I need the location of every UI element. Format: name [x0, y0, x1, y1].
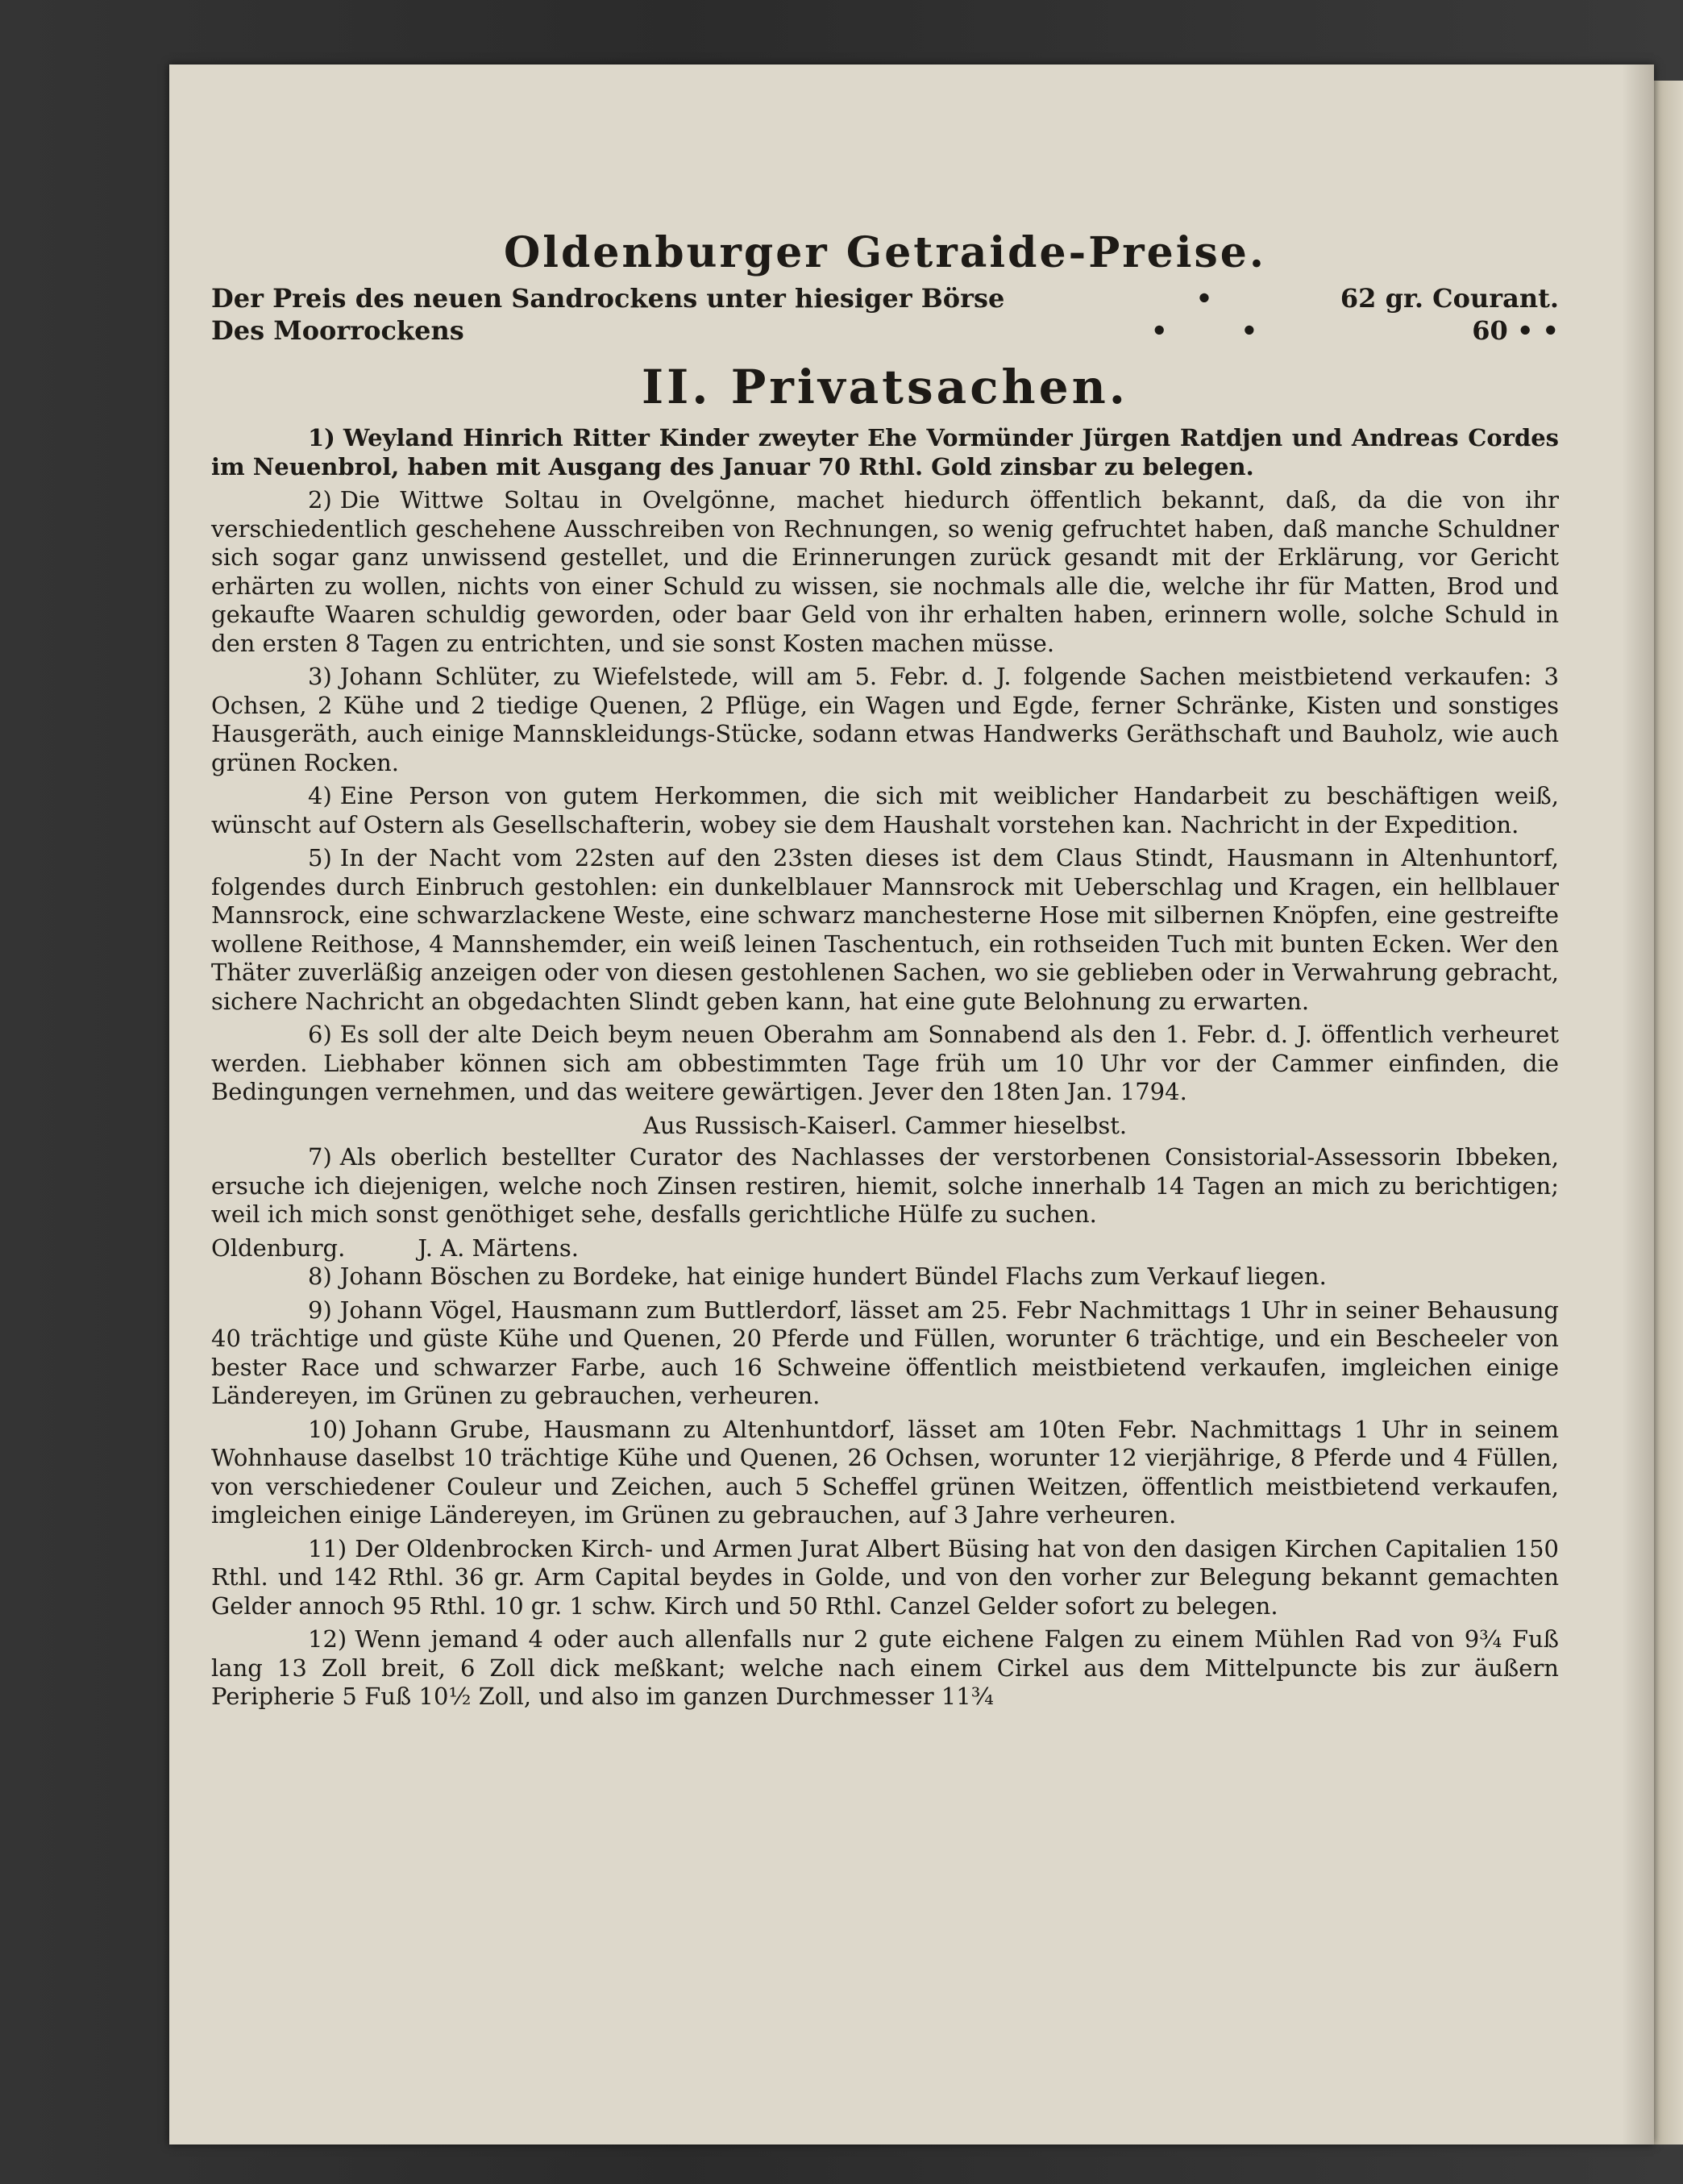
- notice-paragraph: [211, 1263, 1559, 1292]
- notice-paragraph: [211, 1296, 1559, 1411]
- notice-paragraph: [211, 844, 1559, 1016]
- price-dots: • •: [1150, 315, 1290, 346]
- notice-paragraph: [211, 1021, 1559, 1107]
- page-content: [211, 227, 1559, 1716]
- notice-number: 10): [308, 1415, 347, 1443]
- notice-paragraph: [211, 1416, 1559, 1530]
- notice-text: Die Wittwe Soltau in Ovelgönne, machet hiedurch öffentlich bekannt, daß, da die von ihr verschiedentlich geschehene Ausschreiben von Rechnungen, so wenig gefruchtet haben, daß manche Schuldner sich sogar ganz unwissend gestellet, und die Erinnerungen zurück gesandt mit der Erklärung, vor Gericht erhärten zu wollen, nichts von einer Schuld zu wissen, sie nochmals alle die, welche ihr für Matten, Brod und gekaufte Waaren schuldig geworden, oder baar Geld von ihr erhalten haben, erinnern wolle, solche Schuld in den ersten 8 Tagen zu entrichten, und sie sonst Kosten machen müsse.: [211, 486, 1559, 657]
- notice-paragraph: [211, 1535, 1559, 1621]
- notice-text: Es soll der alte Deich beym neuen Oberahm am Sonnabend als den 1. Febr. d. J. öffentlich verheuret werden. Liebhaber können sich am obbestimmten Tage früh um 10 Uhr vor der Cammer einfinden, die Bedingungen vernehmen, und das weitere gewärtigen. Jever den 18ten Jan. 1794.: [211, 1021, 1559, 1105]
- price-label: Des Moorrockens: [211, 315, 464, 346]
- price-row: [211, 282, 1559, 314]
- authority-line: Aus Russisch-Kaiserl. Cammer hieselbst.: [642, 1111, 1128, 1139]
- notice-paragraph: [211, 424, 1559, 481]
- notice-number: 6): [308, 1021, 332, 1048]
- notice-number: 4): [308, 782, 332, 809]
- next-page-edge: [1652, 81, 1683, 2144]
- signature-place: Oldenburg.: [211, 1233, 346, 1262]
- notice-text: In der Nacht vom 22sten auf den 23sten dieses ist dem Claus Stindt, Hausmann in Altenhuntorf, folgendes durch Einbruch gestohlen: ein dunkelblauer Mannsrock mit Ueberschlag und Kragen, ein hellblauer Mannsrock, eine schwarzlackene Weste, eine schwarz manchesterne Hose mit silbernen Knöpfen, eine gestreifte wollene Reithose, 4 Mannshemder, ein weiß leinen Taschentuch, ein rothseiden Tuch mit bunten Ecken. Wer den Thäter zuverläßig anzeigen oder von diesen gestohlenen Sachen, wo sie geblieben oder in Verwahrung gebracht, sichere Nachricht an obgedachten Slindt geben kann, hat eine gute Belohnung zu erwarten.: [211, 844, 1559, 1015]
- price-value: 62 gr. Courant.: [1340, 283, 1559, 314]
- notice-paragraph: [211, 1625, 1559, 1712]
- notice-number: 5): [308, 844, 332, 872]
- notice-number: 11): [308, 1534, 347, 1562]
- notice-number: 7): [308, 1143, 332, 1171]
- notice-number: 9): [308, 1296, 332, 1324]
- signature-line: [211, 1234, 1559, 1263]
- notice-paragraph: [211, 1143, 1559, 1229]
- notice-text: Wenn jemand 4 oder auch allenfalls nur 2 gute eichene Falgen zu einem Mühlen Rad von 9¾ Fuß lang 13 Zoll breit, 6 Zoll dick meßkant; welche nach einem Cirkel aus dem Mittelpuncte bis zur äußern Peripherie 5 Fuß 10½ Zoll, und also im ganzen Durchmesser 11¾: [211, 1625, 1559, 1710]
- section-title: II. Privatsachen.: [642, 360, 1128, 414]
- notice-text: Eine Person von gutem Herkommen, die sich mit weiblicher Handarbeit zu beschäftigen weiß, wünscht auf Ostern als Gesellschafterin, wobey sie dem Haushalt vorstehen kan. Nachricht in der Expedition.: [211, 782, 1559, 838]
- notice-number: 3): [308, 663, 332, 690]
- signature-name: J. A. Märtens.: [418, 1233, 579, 1262]
- notice-number: 2): [308, 486, 332, 514]
- notice-number: 8): [308, 1263, 332, 1290]
- notice-text: Johann Grube, Hausmann zu Altenhuntdorf, lässet am 10ten Febr. Nachmittags 1 Uhr in seinem Wohnhause daselbst 10 trächtige Kühe und Quenen, 26 Ochsen, worunter 12 vierjährige, 8 Pferde und 4 Füllen, von verschiedener Couleur und Zeichen, auch 5 Scheffel grünen Weitzen, öffentlich meistbietend verkaufen, imgleichen einige Ländereyen, im Grünen zu gebrauchen, auf 3 Jahre verheuren.: [211, 1415, 1559, 1529]
- price-row: [211, 314, 1559, 347]
- page-heading: Oldenburger Getraide-Preise.: [504, 228, 1266, 277]
- notice-number: 1): [308, 424, 335, 451]
- notice-text: Johann Schlüter, zu Wiefelstede, will am 5. Febr. d. J. folgende Sachen meistbietend verkaufen: 3 Ochsen, 2 Kühe und 2 tiedige Quenen, 2 Pflüge, ein Wagen und Egde, ferner Schränke, Kisten und sonstiges Hausgeräth, auch einige Mannskleidungs-Stücke, sodann etwas Handwerks Geräthschaft und Bauholz, wie auch grünen Rocken.: [211, 663, 1559, 776]
- price-dots: •: [1195, 283, 1245, 314]
- price-label: Der Preis des neuen Sandrockens unter hiesiger Börse: [211, 283, 1005, 314]
- notice-text: Johann Böschen zu Bordeke, hat einige hundert Bündel Flachs zum Verkauf liegen.: [339, 1263, 1327, 1290]
- notice-text: Der Oldenbrocken Kirch- und Armen Jurat Albert Büsing hat von den dasigen Kirchen Capitalien 150 Rthl. und 142 Rthl. 36 gr. Arm Capital beydes in Golde, und von den vorher zur Belegung bekannt gemachten Gelder annoch 95 Rthl. 10 gr. 1 schw. Kirch und 50 Rthl. Canzel Gelder sofort zu belegen.: [211, 1534, 1559, 1620]
- notice-paragraph: [211, 782, 1559, 839]
- notice-text: Als oberlich bestellter Curator des Nachlasses der verstorbenen Consistorial-Assessorin Ibbeken, ersuche ich diejenigen, welche noch Zinsen restiren, hiemit, solche innerhalb 14 Tagen an mich zu berichtigen; weil ich mich sonst genöthiget sehe, desfalls gerichtliche Hülfe zu suchen.: [211, 1143, 1559, 1228]
- notice-text: Johann Vögel, Hausmann zum Buttlerdorf, lässet am 25. Febr Nachmittags 1 Uhr in seiner Behausung 40 trächtige und güste Kühe und Quenen, 20 Pferde und Füllen, worunter 6 trächtige, und ein Bescheeler von bester Race und schwarzer Farbe, auch 16 Schweine öffentlich meistbietend verkaufen, imgleichen einige Ländereyen, im Grünen zu gebrauchen, verheuren.: [211, 1296, 1559, 1409]
- notice-text: Weyland Hinrich Ritter Kinder zweyter Ehe Vormünder Jürgen Ratdjen und Andreas Cordes im Neuenbrol, haben mit Ausgang des Januar 70 Rthl. Gold zinsbar zu belegen.: [211, 424, 1559, 480]
- notice-paragraph: [211, 486, 1559, 658]
- price-value: 60 • •: [1472, 315, 1559, 346]
- notice-number: 12): [308, 1625, 347, 1653]
- notice-paragraph: [211, 663, 1559, 777]
